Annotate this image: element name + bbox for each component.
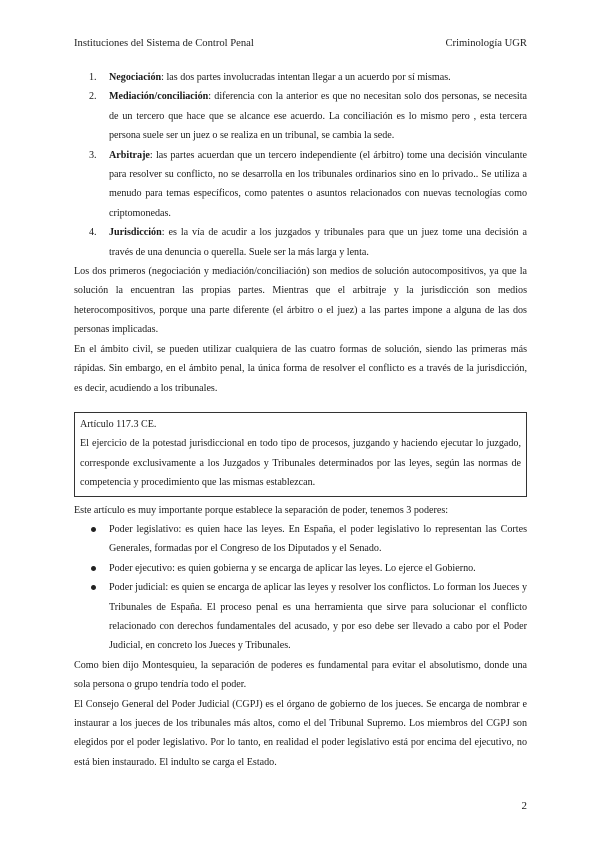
paragraph: El Consejo General del Poder Judicial (CGPJ) es el órgano de gobierno de los jueces. Se encarga de nombrar e instaurar a los jueces de los tribunales más altos, como el del Tribunal Supremo. Los miembros del CGPJ son elegidos por el poder legislativo. Por lo tanto, en realidad el poder legislativo está por encima del ejecutivo, no está bien instaurado. El indulto se carga el Estado. [74,698,527,768]
list-item: 1. Negociación: las dos partes involucradas intentan llegar a un acuerdo por sí mismas. [89,72,451,83]
article-title: Artículo 117.3 CE. [80,418,157,430]
paragraph: En el ámbito civil, se pueden utilizar cualquiera de las cuatro formas de solución, siendo las primeras más rápidas. Sin embargo, en el ámbito penal, la única forma de resolver el conflicto es a través de la jurisdicción, es decir, acudiendo a los tribunales. [74,343,527,394]
term: Mediación/conciliación [109,91,209,103]
bullet-icon [91,527,96,532]
list-item: 2. Mediación/conciliación: diferencia con la anterior es que no necesitan solo dos personas, se necesita de un tercero que hace que se alcance ese acuerdo. La conciliación es lo mismo pero , esta tercera persona suele ser un juez o se realiza en un tribunal, se cambia la sede. [89,91,527,142]
article-quote-box [74,412,527,497]
header-course-title: Instituciones del Sistema de Control Penal [74,38,254,49]
article-text: El ejercicio de la potestad jurisdiccional en todo tipo de procesos, juzgando y haciendo ejecutar lo juzgado, corresponde exclusivamente a los Juzgados y Tribunales determinados por las leyes, según las normas de competencia y procedimiento que las mismas establezcan. [80,438,521,489]
page-number: 2 [521,800,527,812]
bullet-icon [91,566,96,571]
term: Negociación [109,72,162,83]
list-item: Poder legislativo: es quien hace las leyes. En España, el poder legislativo lo representan las Cortes Generales, formadas por el Congreso de los Diputados y el Senado. [74,520,527,559]
term: Arbitraje [109,149,150,161]
paragraph: Como bien dijo Montesquieu, la separación de poderes es fundamental para evitar el absolutismo, donde una sola persona o grupo tendría todo el poder. [74,659,527,691]
list-item: 3. Arbitraje: las partes acuerdan que un tercero independiente (el árbitro) tome una decisión vinculante para resolver su conflicto, no se desarrolla en los tribunales ordinarios sino en lo privado.. Se utiliza a menudo para temas específicos, como patentes o asuntos relacionados con nuevas tecnologías como criptomonedas. [89,149,527,219]
paragraph: Los dos primeros (negociación y mediación/conciliación) son medios de solución autocompositivos, ya que la solución la encuentran las propias partes. Mientras que el arbitraje y la jurisdicción son medios heterocompositivos, porque una parte diferente (el árbitro o el juez) a las partes impone a alguna de las dos personas implicadas. [74,266,527,336]
paragraph: Este artículo es muy importante porque establece la separación de poder, tenemos 3 poderes: [74,504,449,516]
bullet-icon [91,585,96,590]
conflict-resolution-list [74,68,527,262]
header-university: Criminología UGR [445,38,527,49]
page-content [74,68,527,772]
powers-list [74,520,527,656]
term: Jurisdicción [109,227,162,239]
list-item: Poder ejecutivo: es quien gobierna y se encarga de aplicar las leyes. Lo ejerce el Gobierno. [74,559,527,578]
list-item: Poder judicial: es quien se encarga de aplicar las leyes y resolver los conflictos. Lo forman los Jueces y Tribunales de España. El proceso penal es una herramienta que sirve para solucionar el conflicto relacionado con derechos fundamentales del acusado, y por eso debe ser llevado a cabo por el Poder Judicial, en concreto los Jueces y Tribunales. [74,578,527,656]
list-item: 4. Jurisdicción: es la vía de acudir a los juzgados y tribunales para que un juez tome una decisión a través de una denuncia o querella. Suele ser la más larga y lenta. [89,227,527,258]
page-header [74,38,527,49]
